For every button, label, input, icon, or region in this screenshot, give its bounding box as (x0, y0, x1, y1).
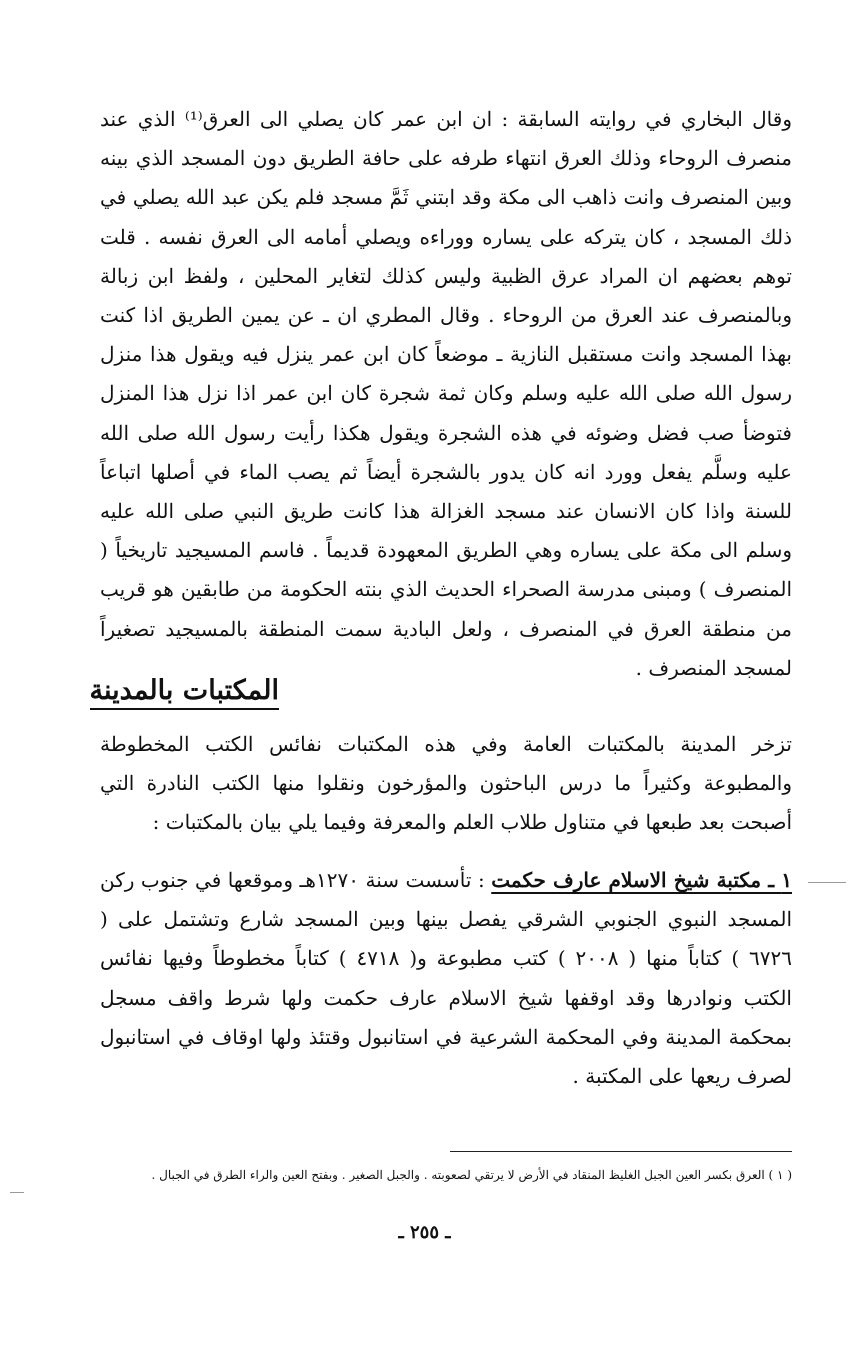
margin-scan-mark (10, 1192, 24, 1193)
margin-scan-mark (808, 882, 846, 883)
page-number: ـ ٢٥٥ ـ (398, 1222, 451, 1243)
library-item-1-title: ١ ـ مكتبة شيخ الاسلام عارف حكمت (491, 868, 793, 892)
library-item-1-text: : تأسست سنة ١٢٧٠هـ وموقعها في جنوب ركن المسجد النبوي الجنوبي الشرقي يفصل بينها وبين المسجد شارع وتشتمل على ( ٦٧٢٦ ) كتاباً منها ( ٢٠٠٨ ) كتب مطبوعة و( ٤٧١٨ ) كتاباً مخطوطاً وفيها نفائس الكتب ونوادرها وقد اوقفها شيخ الاسلام عارف حكمت ولها شرط واقف مسجل بمحكمة المدينة وفي المحكمة الشرعية في استانبول وقتئذ ولها اوقاف في استانبول لصرف ريعها على المكتبة . (100, 868, 792, 1089)
body-paragraph-2: تزخر المدينة بالمكتبات العامة وفي هذه المكتبات نفائس الكتب المخطوطة والمطبوعة وكثيراً ما درس الباحثون والمؤرخون ونقلوا منها الكتب النادرة التي أصبحت بعد طبعها في متناول طلاب العلم والمعرفة وفيما يلي بيان بالمكتبات : (100, 732, 792, 835)
library-item-1 (100, 861, 792, 1096)
footnote-separator (450, 1151, 792, 1152)
body-paragraph-1: وقال البخاري في روايته السابقة : ان ابن عمر كان يصلي الى العرق⁽¹⁾ الذي عند منصرف الروحاء وذلك العرق انتهاء طرفه على حافة الطريق دون المسجد الذي بينه وبين المنصرف وانت ذاهب الى مكة وقد ابتني ثَمَّ مسجد فلم يكن عبد الله يصلي في ذلك المسجد ، كان يتركه على يساره ووراءه ويصلي أمامه الى العرق نفسه . قلت توهم بعضهم ان المراد عرق الظبية وليس كذلك لتغاير المحلين ، ولفظ ابن زبالة وبالمنصرف عند العرق من الروحاء . وقال المطري ان ـ عن يمين الطريق اذا كنت بهذا المسجد وانت مستقبل النازية ـ موضعاً كان ابن عمر ينزل فيه ويقول هذا منزل رسول الله صلى الله عليه وسلم وكان ثمة شجرة كان ابن عمر اذا نزل هذا المنزل فتوضأ صب فضل وضوئه في هذه الشجرة ويقول هكذا رأيت رسول الله صلى الله عليه وسلَّم يفعل وورد انه كان يدور بالشجرة أيضاً ثم يصب الماء في أصلها اتباعاً للسنة واذا كان الانسان عند مسجد الغزالة هذا كانت طريق النبي صلى الله عليه وسلم الى مكة على يساره وهي الطريق المعهودة قديماً . فاسم المسيجيد تاريخياً ( المنصرف ) ومبنى مدرسة الصحراء الحديث الذي بنته الحكومة من طابقين هو قريب من منطقة العرق في المنصرف ، ولعل البادية سمت المنطقة بالمسيجيد تصغيراً لمسجد المنصرف . (100, 107, 792, 680)
footnote: ( ١ ) العرق بكسر العين الجبل الغليظ المنقاد في الأرض لا يرتقي لصعوبته . والجبل الصغير . وبفتح العين والراء الطرق في الجبال . (151, 1168, 792, 1182)
section-heading: المكتبات بالمدينة (90, 675, 279, 710)
